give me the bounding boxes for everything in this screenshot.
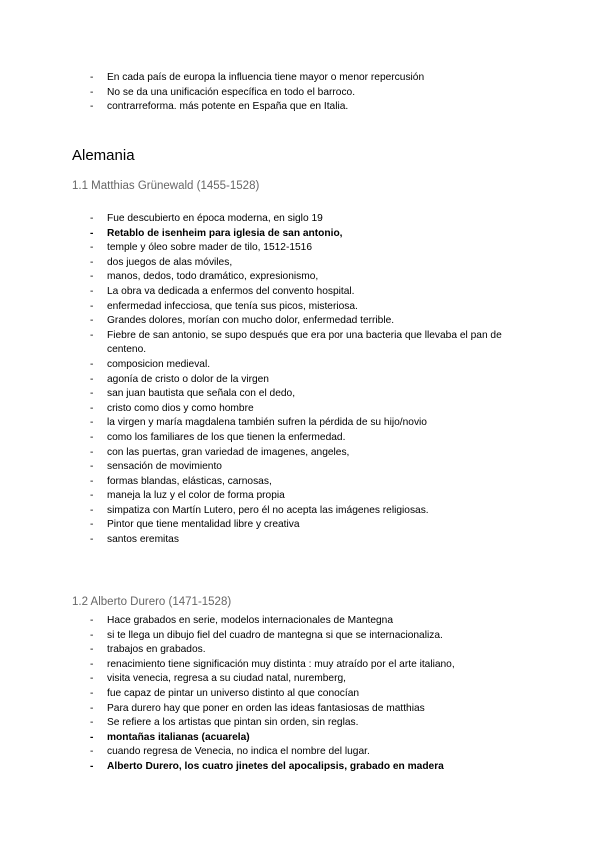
list-item: - montañas italianas (acuarela) bbox=[0, 731, 600, 746]
list-item: - La obra va dedicada a enfermos del convento hospital. bbox=[0, 285, 600, 300]
subsection-heading: 1.2 Alberto Durero (1471-1528) bbox=[72, 596, 232, 608]
list-item: - Fue descubierto en época moderna, en siglo 19 bbox=[0, 212, 600, 227]
list-item: - No se da una unificación específica en todo el barroco. bbox=[0, 86, 600, 101]
list-item: - contrarreforma. más potente en España que en Italia. bbox=[0, 100, 600, 115]
list-item: - Se refiere a los artistas que pintan sin orden, sin reglas. bbox=[0, 716, 600, 731]
list-item: - la virgen y maría magdalena también sufren la pérdida de su hijo/novio bbox=[0, 416, 600, 431]
list-item: - san juan bautista que señala con el dedo, bbox=[0, 387, 600, 402]
list-item: - Para durero hay que poner en orden las ideas fantasiosas de matthias bbox=[0, 702, 600, 717]
section-heading: Alemania bbox=[72, 147, 135, 164]
grunewald-list bbox=[0, 212, 600, 548]
list-item: - maneja la luz y el color de forma propia bbox=[0, 489, 600, 504]
subsection-heading: 1.1 Matthias Grünewald (1455-1528) bbox=[72, 180, 260, 192]
list-item: - cuando regresa de Venecia, no indica el nombre del lugar. bbox=[0, 745, 600, 760]
durero-list bbox=[0, 614, 600, 775]
list-item: - manos, dedos, todo dramático, expresionismo, bbox=[0, 270, 600, 285]
list-item: - En cada país de europa la influencia tiene mayor o menor repercusión bbox=[0, 71, 600, 86]
list-item: - sensación de movimiento bbox=[0, 460, 600, 475]
list-item: - formas blandas, elásticas, carnosas, bbox=[0, 475, 600, 490]
list-item: - trabajos en grabados. bbox=[0, 643, 600, 658]
list-item: - cristo como dios y como hombre bbox=[0, 402, 600, 417]
list-item: - visita venecia, regresa a su ciudad natal, nuremberg, bbox=[0, 672, 600, 687]
list-item: - renacimiento tiene significación muy distinta : muy atraído por el arte italiano, bbox=[0, 658, 600, 673]
list-item: - con las puertas, gran variedad de imagenes, angeles, bbox=[0, 446, 600, 461]
list-item: - Grandes dolores, morían con mucho dolor, enfermedad terrible. bbox=[0, 314, 600, 329]
list-item: - simpatiza con Martín Lutero, pero él no acepta las imágenes religiosas. bbox=[0, 504, 600, 519]
intro-list bbox=[0, 71, 600, 115]
list-item: - dos juegos de alas móviles, bbox=[0, 256, 600, 271]
list-item: - Pintor que tiene mentalidad libre y creativa bbox=[0, 518, 600, 533]
list-item: - como los familiares de los que tienen la enfermedad. bbox=[0, 431, 600, 446]
list-item: - Fiebre de san antonio, se supo después que era por una bacteria que llevaba el pan de centeno. bbox=[0, 329, 600, 358]
list-item: - si te llega un dibujo fiel del cuadro de mantegna si que se internacionaliza. bbox=[0, 629, 600, 644]
list-item: - Hace grabados en serie, modelos internacionales de Mantegna bbox=[0, 614, 600, 629]
list-item: - santos eremitas bbox=[0, 533, 600, 548]
list-item: - enfermedad infecciosa, que tenía sus picos, misteriosa. bbox=[0, 300, 600, 315]
list-item: - composicion medieval. bbox=[0, 358, 600, 373]
list-item: - Retablo de isenheim para iglesia de san antonio, bbox=[0, 227, 600, 242]
list-item: - temple y óleo sobre mader de tilo, 1512-1516 bbox=[0, 241, 600, 256]
list-item: - Alberto Durero, los cuatro jinetes del apocalipsis, grabado en madera bbox=[0, 760, 600, 775]
list-item: - agonía de cristo o dolor de la virgen bbox=[0, 373, 600, 388]
list-item: - fue capaz de pintar un universo distinto al que conocían bbox=[0, 687, 600, 702]
